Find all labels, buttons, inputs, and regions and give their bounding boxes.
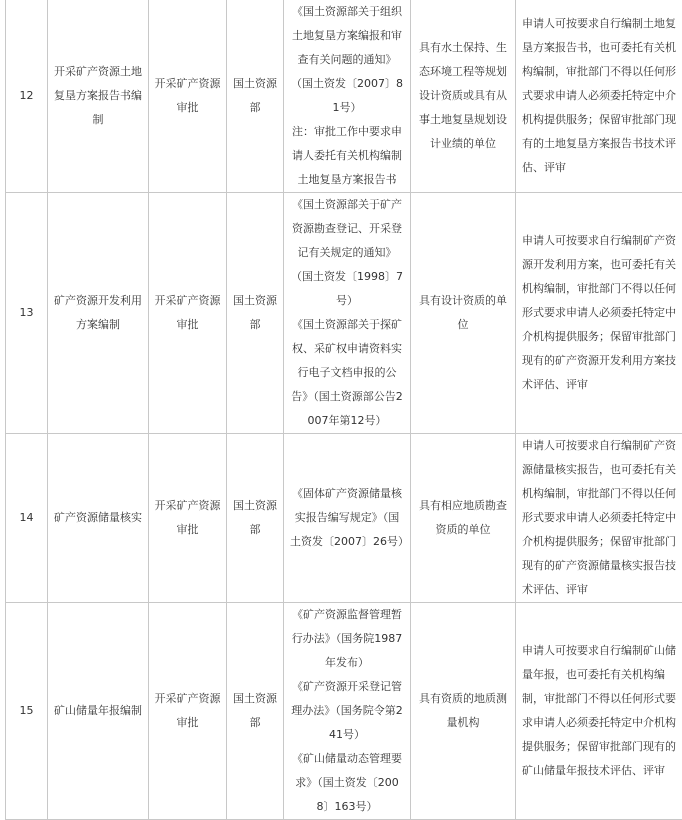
handling-requirement: 申请人可按要求自行编制土地复垦方案报告书，也可委托有关机构编制，审批部门不得以任何形式要求申请人必须委托特定中介机构提供服务；保留审批部门现有的土地复垦方案报告书技术评估、评审 [516, 0, 682, 193]
qualification: 具有设计资质的单位 [411, 193, 516, 434]
handling-requirement: 申请人可按要求自行编制矿产资源开发利用方案，也可委托有关机构编制，审批部门不得以任何形式要求申请人必须委托特定中介机构提供服务；保留审批部门现有的矿产资源开发利用方案技术评估、评审 [516, 193, 682, 434]
row-number: 14 [6, 434, 48, 603]
service-item: 矿产资源开发利用方案编制 [48, 193, 149, 434]
approval-item: 开采矿产资源审批 [149, 0, 227, 193]
row-number: 13 [6, 193, 48, 434]
row-number: 12 [6, 0, 48, 193]
qualification: 具有资质的地质测量机构 [411, 603, 516, 820]
basis-note: 注：审批工作中要求申请人委托有关机构编制土地复垦方案报告书 [290, 120, 404, 192]
basis-line: 《固体矿产资源储量核实报告编写规定》（国土资发〔2007〕26号） [290, 482, 404, 554]
basis-line: 《矿产资源开采登记管理办法》（国务院令第241号） [290, 675, 404, 747]
basis-line: 《矿产资源监督管理暂行办法》（国务院1987年发布） [290, 603, 404, 675]
legal-basis [284, 193, 411, 434]
legal-basis [284, 434, 411, 603]
department: 国土资源部 [227, 434, 284, 603]
department: 国土资源部 [227, 193, 284, 434]
handling-requirement: 申请人可按要求自行编制矿产资源储量核实报告，也可委托有关机构编制，审批部门不得以任何形式要求申请人必须委托特定中介机构提供服务；保留审批部门现有的矿产资源储量核实报告技术评估、评审 [516, 434, 682, 603]
row-number: 15 [6, 603, 48, 820]
qualification: 具有相应地质勘查资质的单位 [411, 434, 516, 603]
approval-item: 开采矿产资源审批 [149, 193, 227, 434]
legal-basis [284, 0, 411, 193]
department: 国土资源部 [227, 0, 284, 193]
basis-line: 《国土资源部关于组织土地复垦方案编报和审查有关问题的通知》（国土资发〔2007〕81号） [290, 0, 404, 120]
handling-requirement: 申请人可按要求自行编制矿山储量年报，也可委托有关机构编制，审批部门不得以任何形式要求申请人必须委托特定中介机构提供服务；保留审批部门现有的矿山储量年报技术评估、评审 [516, 603, 682, 820]
table-row [6, 603, 682, 820]
legal-basis [284, 603, 411, 820]
basis-line: 《国土资源部关于矿产资源勘查登记、开采登记有关规定的通知》（国土资发〔1998〕7号） [290, 193, 404, 313]
service-item: 矿产资源储量核实 [48, 434, 149, 603]
table-row [6, 0, 682, 193]
basis-line: 《矿山储量动态管理要求》（国土资发〔2008〕163号） [290, 747, 404, 819]
approval-item: 开采矿产资源审批 [149, 603, 227, 820]
qualification: 具有水土保持、生态环境工程等规划设计资质或具有从事土地复垦规划设计业绩的单位 [411, 0, 516, 193]
basis-line: 《国土资源部关于探矿权、采矿权申请资料实行电子文档申报的公告》（国土资源部公告2007年第12号） [290, 313, 404, 433]
approval-intermediary-services-table [5, 0, 682, 820]
approval-item: 开采矿产资源审批 [149, 434, 227, 603]
service-item: 矿山储量年报编制 [48, 603, 149, 820]
department: 国土资源部 [227, 603, 284, 820]
service-item: 开采矿产资源土地复垦方案报告书编制 [48, 0, 149, 193]
table-row [6, 434, 682, 603]
table-row [6, 193, 682, 434]
